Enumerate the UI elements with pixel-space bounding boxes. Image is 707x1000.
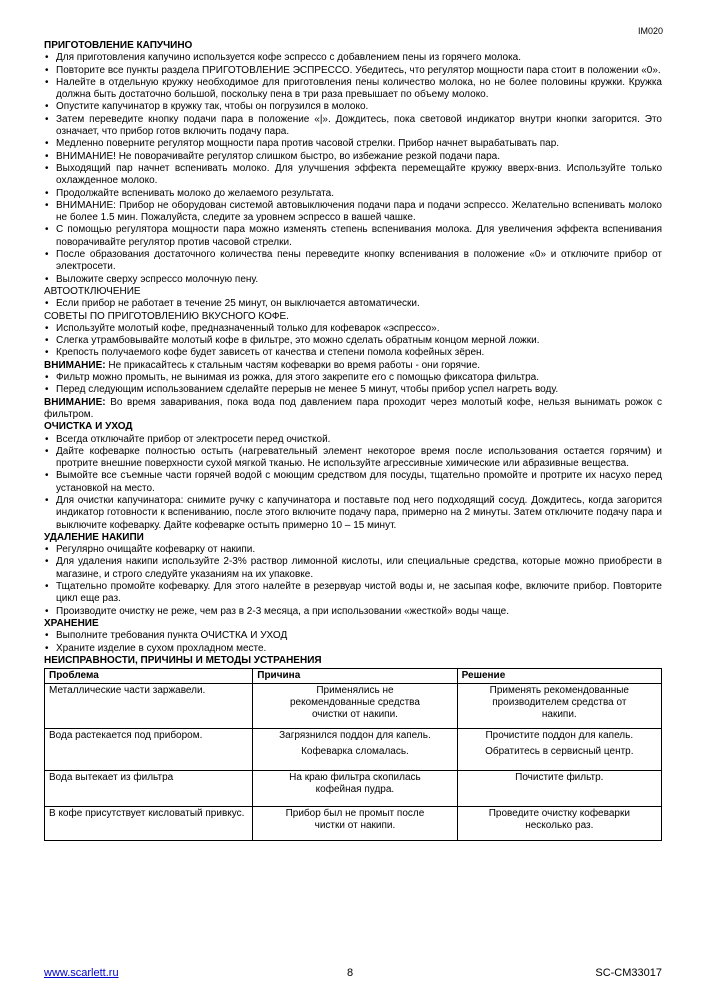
- section-title-cleaning: ОЧИСТКА И УХОД: [44, 421, 133, 433]
- warning-2-text: Во время заваривания, пока вода под давлением пара проходит через молотый кофе, нельзя вынимать рожок с фильтром.: [44, 396, 662, 420]
- section-title-tips: СОВЕТЫ ПО ПРИГОТОВЛЕНИЮ ВКУСНОГО КОФЕ.: [44, 310, 289, 322]
- cell-solution: [457, 771, 661, 807]
- cell-line: несколько раз.: [525, 820, 594, 832]
- list-item: [44, 495, 662, 532]
- list-item-text: После образования достаточного количества пены переведите кнопку вспенивания в положение «0» и отключите прибор от электросети.: [56, 249, 662, 273]
- list-item-text: Всегда отключайте прибор от электросети перед очисткой.: [56, 433, 331, 445]
- cell-cause: [253, 729, 457, 771]
- cell-line: Применялись не: [316, 685, 394, 697]
- cell-cause: [253, 771, 457, 807]
- product-code: SC-CM33017: [595, 967, 662, 979]
- section-title-cappuccino: ПРИГОТОВЛЕНИЕ КАПУЧИНО: [44, 40, 193, 51]
- list-item: [44, 323, 662, 335]
- bullet-icon: •: [45, 322, 49, 334]
- list-item-text: ВНИМАНИЕ! Не поворачивайте регулятор слишком быстро, во избежание резкой подачи пара.: [56, 150, 501, 162]
- list-item: [44, 544, 662, 556]
- list-item: [44, 606, 662, 618]
- list-item: [44, 446, 662, 471]
- cell-line: На краю фильтра скопилась: [289, 772, 421, 784]
- list-item: [44, 643, 662, 655]
- cell-line: Почистите фильтр.: [515, 772, 604, 784]
- list-item: [44, 114, 662, 139]
- list-item-text: Повторите все пункты раздела ПРИГОТОВЛЕНИЕ ЭСПРЕССО. Убедитесь, что регулятор мощности пара стоит в положении «0».: [56, 64, 661, 76]
- list-item: [44, 188, 662, 200]
- page-content: [44, 40, 662, 841]
- list-item-text: Выходящий пар начнет вспенивать молоко. Для улучшения эффекта перемещайте кружку вверх-вниз. Используйте только охлажденное молоко.: [56, 162, 662, 187]
- bullet-icon: •: [45, 298, 49, 310]
- cell-cause: [253, 807, 457, 841]
- bullet-icon: •: [45, 494, 49, 506]
- header-cause: Причина: [253, 669, 457, 684]
- section-title-descale: УДАЛЕНИЕ НАКИПИ: [44, 531, 144, 543]
- list-item: [44, 138, 662, 150]
- cell-line: Применять рекомендованные: [489, 685, 629, 697]
- list-item-text: Регулярно очищайте кофеварку от накипи.: [56, 544, 256, 556]
- bullet-icon: •: [45, 224, 49, 236]
- cell-line: производителем средства от: [492, 697, 627, 709]
- website-link[interactable]: www.scarlett.ru: [44, 967, 119, 979]
- bullet-icon: •: [45, 138, 49, 150]
- cell-line: Прибор был не промыт после: [285, 808, 425, 820]
- cell-solution: [457, 807, 661, 841]
- table-row: [45, 807, 662, 841]
- bullet-icon: •: [45, 384, 49, 396]
- bullet-icon: •: [45, 372, 49, 384]
- section-title-troubleshooting: НЕИСПРАВНОСТИ, ПРИЧИНЫ И МЕТОДЫ УСТРАНЕНИЯ: [44, 654, 322, 666]
- list-item: [44, 224, 662, 249]
- bullet-icon: •: [45, 335, 49, 347]
- bullet-icon: •: [45, 470, 49, 482]
- bullet-icon: •: [45, 581, 49, 593]
- list-item-text: Фильтр можно промыть, не вынимая из рожка, для этого закрепите его с помощью фиксатора фильтра.: [56, 372, 540, 384]
- descale-list: [44, 544, 662, 618]
- list-item: [44, 470, 662, 495]
- section-title-storage: ХРАНЕНИЕ: [44, 617, 99, 629]
- autooff-list: [44, 298, 662, 310]
- bullet-icon: •: [45, 113, 49, 125]
- bullet-icon: •: [45, 76, 49, 88]
- bullet-icon: •: [45, 52, 49, 64]
- list-item: [44, 298, 662, 310]
- list-item: [44, 581, 662, 606]
- cleaning-list: [44, 434, 662, 532]
- bullet-icon: •: [45, 630, 49, 642]
- list-item: [44, 335, 662, 347]
- cell-problem: Вода вытекает из фильтра: [45, 771, 253, 807]
- bullet-icon: •: [45, 605, 49, 617]
- bullet-icon: •: [45, 199, 49, 211]
- warning-1-text: Не прикасайтесь к стальным частям кофеварки во время работы - они горячие.: [105, 359, 481, 371]
- cell-solution: [457, 684, 661, 729]
- warning-2: [44, 397, 662, 422]
- list-item-text: Вымойте все съемные части горячей водой с моющим средством для посуды, тщательно промойте и протрите их насухо перед установкой на место.: [56, 470, 662, 494]
- cell-solution: [457, 729, 661, 771]
- cell-line: рекомендованные средства: [289, 697, 420, 709]
- cell-line: накипи.: [541, 709, 577, 721]
- bullet-icon: •: [45, 347, 49, 359]
- storage-list: [44, 630, 662, 655]
- list-item: [44, 347, 662, 359]
- list-item-text: Слегка утрамбовывайте молотый кофе в фильтре, это можно сделать обратным концом мерной ложки.: [56, 335, 540, 347]
- list-item-text: Выполните требования пункта ОЧИСТКА И УХОД: [56, 630, 288, 642]
- bullet-icon: •: [45, 433, 49, 445]
- cell-problem: Вода растекается под прибором.: [45, 729, 253, 771]
- cell-problem: Металлические части заржавели.: [45, 684, 253, 729]
- cell-line: Кофеварка сломалась.: [301, 746, 409, 758]
- bullet-icon: •: [45, 150, 49, 162]
- cappuccino-list: [44, 52, 662, 286]
- page-number: 8: [347, 967, 354, 979]
- model-code: IM020: [637, 26, 663, 36]
- cell-line: Загрязнился поддон для капель.: [279, 730, 431, 742]
- list-item: [44, 630, 662, 642]
- list-item-text: С помощью регулятора мощности пара можно изменять степень вспенивания молока. Для увеличения эффекта вспенивания поворачивайте регулятор против часовой стрелки.: [56, 224, 662, 248]
- header-problem: Проблема: [45, 669, 253, 684]
- list-item: [44, 249, 662, 274]
- tips-list-a: [44, 323, 662, 360]
- cell-line: Прочистите поддон для капель.: [485, 730, 634, 742]
- warning-1: [44, 360, 662, 372]
- list-item-text: Для приготовления капучино используется кофе эспрессо с добавлением пены из горячего молока.: [56, 52, 522, 64]
- bullet-icon: •: [45, 249, 49, 261]
- list-item-text: Опустите капучинатор в кружку так, чтобы он погрузился в молоко.: [56, 101, 369, 113]
- cell-line: Обратитесь в сервисный центр.: [485, 746, 634, 758]
- list-item-text: Продолжайте вспенивать молоко до желаемого результата.: [56, 187, 334, 199]
- list-item-text: Затем переведите кнопку подачи пара в положение «|». Дождитесь, пока световой индикатор внутри кнопки загорится. Это означает, что прибор готов включить подачу пара.: [56, 113, 662, 138]
- list-item-text: Для очистки капучинатора: снимите ручку с капучинатора и поставьте под него подходящий сосуд. Дождитесь, когда загорится индикатор готовности к вспениванию, после этого включите подачу пара, примерно на 2 минуты. Затем отключите подачу пара и выключите кофеварку. Дайте кофеварке остыть примерно 10 – 15 минут.: [56, 494, 662, 531]
- cell-problem: В кофе присутствует кисловатый привкус.: [45, 807, 253, 841]
- bullet-icon: •: [45, 162, 49, 174]
- header-solution: Решение: [457, 669, 661, 684]
- list-item: [44, 556, 662, 581]
- list-item-text: Крепость получаемого кофе будет зависеть от качества и степени помола кофейных зёрен.: [56, 347, 485, 359]
- bullet-icon: •: [45, 273, 49, 285]
- table-row: [45, 771, 662, 807]
- cell-line: очистки от накипи.: [311, 709, 398, 721]
- list-item-text: ВНИМАНИЕ: Прибор не оборудован системой автовыключения подачи пара и подачи эспрессо. Желательно вспенивать молоко не более 1.5 мин. Пожалуйста, следите за уровнем эспрессо в вашей чашке.: [56, 199, 662, 224]
- list-item-text: Налейте в отдельную кружку необходимое для приготовления пены количество молока, но не более половины кружки. Кружка должна быть достаточно большой, поскольку пена в три раза превышает по объему молоко.: [56, 76, 662, 101]
- warning-1-label: ВНИМАНИЕ:: [44, 359, 106, 371]
- cell-line: чистки от накипи.: [314, 820, 396, 832]
- list-item: [44, 101, 662, 113]
- list-item: [44, 274, 662, 286]
- cell-line: Проведите очистку кофеварки: [488, 808, 630, 820]
- list-item-text: Производите очистку не реже, чем раз в 2-3 месяца, а при использовании «жесткой» воды чаще.: [56, 605, 510, 617]
- troubleshooting-body: [45, 684, 662, 841]
- list-item-text: Храните изделие в сухом прохладном месте.: [56, 642, 267, 654]
- bullet-icon: •: [45, 101, 49, 113]
- section-title-autooff: АВТООТКЛЮЧЕНИЕ: [44, 285, 141, 297]
- tips-list-b: [44, 372, 662, 397]
- bullet-icon: •: [45, 187, 49, 199]
- list-item: [44, 65, 662, 77]
- table-row: [45, 729, 662, 771]
- list-item: [44, 384, 662, 396]
- list-item-text: Если прибор не работает в течение 25 минут, он выключается автоматически.: [56, 298, 420, 310]
- warning-2-label: ВНИМАНИЕ:: [44, 396, 106, 408]
- bullet-icon: •: [45, 642, 49, 654]
- list-item: [44, 200, 662, 225]
- list-item-text: Дайте кофеварке полностью остыть (нагревательный элемент некоторое время после использования остается горячим) и протрите внешние поверхности сухой мягкой тканью. Не используйте агрессивные химические или абразивные вещества.: [56, 445, 662, 470]
- list-item: [44, 372, 662, 384]
- table-row: [45, 684, 662, 729]
- table-header-row: [45, 669, 662, 684]
- list-item-text: Используйте молотый кофе, предназначенный только для кофеварок «эспрессо».: [56, 322, 440, 334]
- cell-cause: [253, 684, 457, 729]
- list-item-text: Перед следующим использованием сделайте перерыв не менее 5 минут, чтобы прибор успел нагреть воду.: [56, 384, 559, 396]
- list-item: [44, 77, 662, 102]
- troubleshooting-table: [44, 668, 662, 841]
- bullet-icon: •: [45, 445, 49, 457]
- list-item: [44, 151, 662, 163]
- list-item: [44, 163, 662, 188]
- bullet-icon: •: [45, 556, 49, 568]
- list-item: [44, 434, 662, 446]
- bullet-icon: •: [45, 544, 49, 556]
- cell-line: кофейная пудра.: [315, 784, 395, 796]
- list-item-text: Медленно поверните регулятор мощности пара против часовой стрелки. Прибор начнет вырабатывать пар.: [56, 138, 560, 150]
- list-item: [44, 52, 662, 64]
- list-item-text: Тщательно промойте кофеварку. Для этого налейте в резервуар чистой воды и, не засыпая кофе, включите прибор. Повторите цикл еще раз.: [56, 581, 662, 605]
- list-item-text: Для удаления накипи используйте 2-3% раствор лимонной кислоты, или специальные средства, которые можно приобрести в магазине, и строго следуйте указаниям на их упаковке.: [56, 556, 662, 580]
- bullet-icon: •: [45, 64, 49, 76]
- list-item-text: Выложите сверху эспрессо молочную пену.: [56, 273, 259, 285]
